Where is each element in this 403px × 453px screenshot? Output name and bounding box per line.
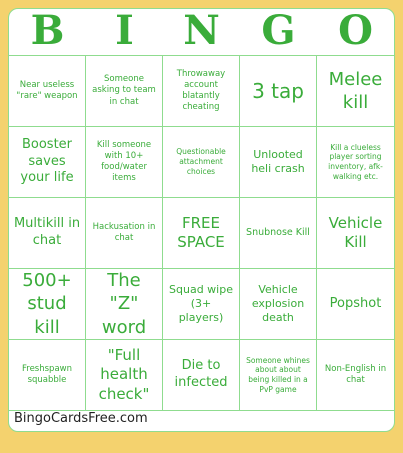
bingo-cell[interactable]: Melee kill — [317, 56, 394, 127]
bingo-header — [9, 9, 394, 56]
bingo-cell[interactable]: Near useless "rare" weapon — [9, 56, 86, 127]
bingo-cell[interactable]: Booster saves your life — [9, 127, 86, 198]
bingo-grid — [9, 56, 394, 411]
bingo-cell[interactable]: Die to infected — [163, 340, 240, 411]
bingo-cell[interactable]: Freshspawn squabble — [9, 340, 86, 411]
bingo-card — [8, 8, 395, 432]
bingo-cell[interactable]: Popshot — [317, 269, 394, 340]
bingo-cell[interactable]: Someone asking to team in chat — [86, 56, 163, 127]
bingo-cell[interactable]: The "Z" word — [86, 269, 163, 340]
bingo-cell[interactable]: Throwaway account blatantly cheating — [163, 56, 240, 127]
bingo-cell[interactable]: Vehicle explosion death — [240, 269, 317, 340]
bingo-cell[interactable]: "Full health check" — [86, 340, 163, 411]
bingo-cell[interactable]: 500+ stud kill — [9, 269, 86, 340]
header-letter-i: I — [115, 7, 134, 54]
bingo-cell[interactable]: Squad wipe (3+ players) — [163, 269, 240, 340]
bingo-cell[interactable]: Kill a clueless player sorting inventory, afk-walking etc. — [317, 127, 394, 198]
bingo-cell[interactable]: Unlooted heli crash — [240, 127, 317, 198]
header-letter-n: N — [183, 7, 220, 54]
bingo-cell[interactable]: Kill someone with 10+ food/water items — [86, 127, 163, 198]
bingo-cell[interactable]: Someone whines about about being killed in a PvP game — [240, 340, 317, 411]
bingo-cell[interactable]: Multikill in chat — [9, 198, 86, 269]
free-space-cell[interactable]: FREE SPACE — [163, 198, 240, 269]
bingo-cell[interactable]: Vehicle Kill — [317, 198, 394, 269]
bingo-cell[interactable]: Questionable attachment choices — [163, 127, 240, 198]
bingo-cell[interactable]: Non-English in chat — [317, 340, 394, 411]
header-letter-o: O — [338, 7, 373, 54]
bingo-cell[interactable]: 3 tap — [240, 56, 317, 127]
bingo-cell[interactable]: Snubnose Kill — [240, 198, 317, 269]
header-letter-b: B — [30, 7, 65, 54]
site-credit: BingoCardsFree.com — [14, 411, 148, 426]
bingo-cell[interactable]: Hackusation in chat — [86, 198, 163, 269]
header-letter-g: G — [261, 7, 296, 54]
